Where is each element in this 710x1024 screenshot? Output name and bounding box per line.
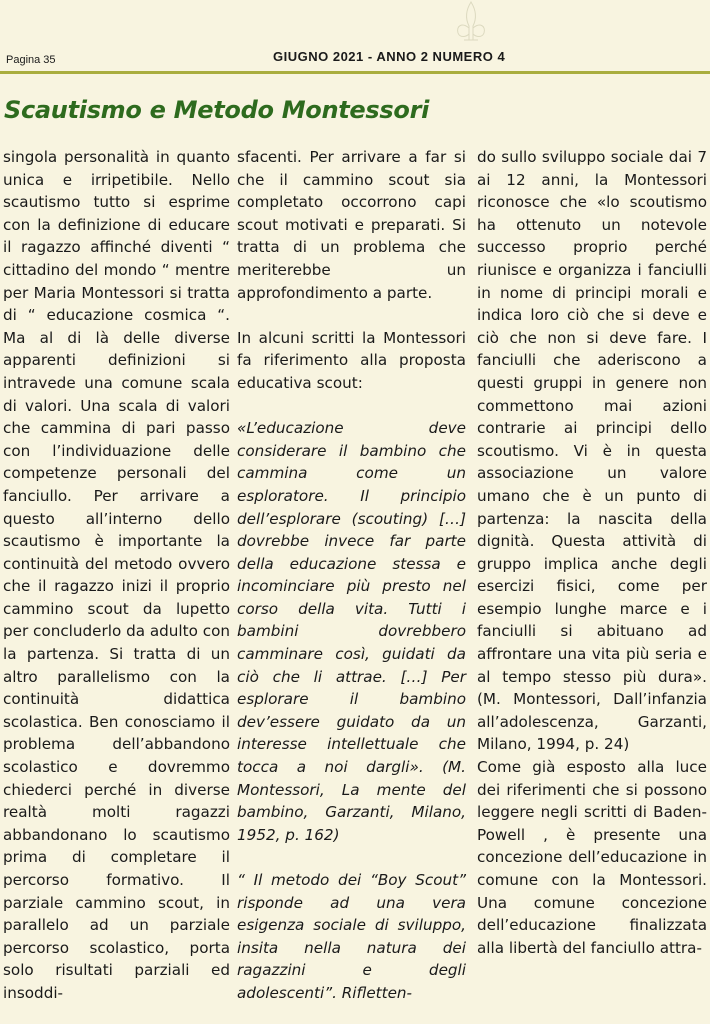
paragraph: sfacenti. Per arrivare a far si che il cammino scout sia completato occorrono capi scout motivati e preparati. Si tratta di un problema che meriterebbe un approfondimento a parte. [237,148,466,302]
column-1 [3,146,230,1005]
header-rule [0,71,710,74]
paragraph: Come già esposto alla luce dei riferimenti che si possono leggere negli scritti di Baden-Powell , è presente una concezione dell’educazione in comune con la Montessori. Una comune concezione dell’educazione finalizzata alla libertà del fanciullo attra- [477,758,707,957]
column-2 [237,146,466,1005]
column-3 [477,146,707,959]
paragraph: In alcuni scritti la Montessori fa riferimento alla proposta educativa scout: [237,328,466,392]
quote-paragraph: “ Il metodo dei “Boy Scout” risponde ad una vera esigenza sociale di sviluppo, insita nella natura dei ragazzini e degli adolescenti”. Rifletten- [237,871,466,1002]
quote-paragraph: «L’educazione deve considerare il bambino che cammina come un esploratore. Il principio dell’esplorare (scouting) […] dovrebbe invece far parte della educazione stessa e incominciare più presto nel corso della vita. Tutti i bambini dovrebbero camminare così, guidati da ciò che li attrae. […] Per esplorare il bambino dev’essere guidato da un interesse intellettuale che tocca a noi dargli». (M. Montessori, La mente del bambino, Garzanti, Milano, 1952, p. 162) [237,419,466,844]
page-header [0,46,710,70]
article-title: Scautismo e Metodo Montessori [4,96,430,124]
paragraph: do sullo sviluppo sociale dai 7 ai 12 anni, la Montessori riconosce che «lo scoutismo ha ottenuto un notevole successo proprio perché riunisce e organizza i fanciulli in nome di principi morali e indica loro ciò che si deve e ciò che non si deve fare. I fanciulli che aderiscono a questi gruppi in genere non commettono mai azioni contrarie ai principi dello scoutismo. Vi è in questa associazione un valore umano che è un punto di partenza: la nascita della dignità. Questa attività di gruppo implica anche degli esercizi fisici, come per esempio lunghe marce e i fanciulli si abituano ad affrontare una vita più seria e al tempo stesso più dura». (M. Montessori, Dall’infanzia all’adolescenza, Garzanti, Milano, 1994, p. 24) [477,148,707,754]
fleur-de-lis-icon [452,0,490,52]
paragraph: singola personalità in quanto unica e irripetibile. Nello scautismo tutto si esprime con la definizione di educare il ragazzo affinché diventi “ cittadino del mondo “ mentre per Maria Montessori si tratta di “ educazione cosmica “. Ma al di là delle diverse apparenti definizioni si intravede una comune scala di valori. Una scala di valori che cammina di pari passo con l’individuazione delle competenze personali del fanciullo. Per arrivare a questo all’interno dello scautismo è importante la continuità del metodo ovvero che il ragazzo inizi il proprio cammino scout da lupetto per concluderlo da adulto con la partenza. Si tratta di un altro parallelismo con la continuità didattica scolastica. Ben conosciamo il problema dell’abbandono scolastico e dovremmo chiederci perché in diverse realtà molti ragazzi abbandonano lo scautismo prima di completare il percorso formativo. Il parziale cammino scout, in parallelo ad un parziale percorso scolastico, porta solo risultati parziali ed insoddi- [3,148,230,1002]
page-number: Pagina 35 [6,54,56,66]
issue-info: GIUGNO 2021 - ANNO 2 NUMERO 4 [273,49,506,64]
